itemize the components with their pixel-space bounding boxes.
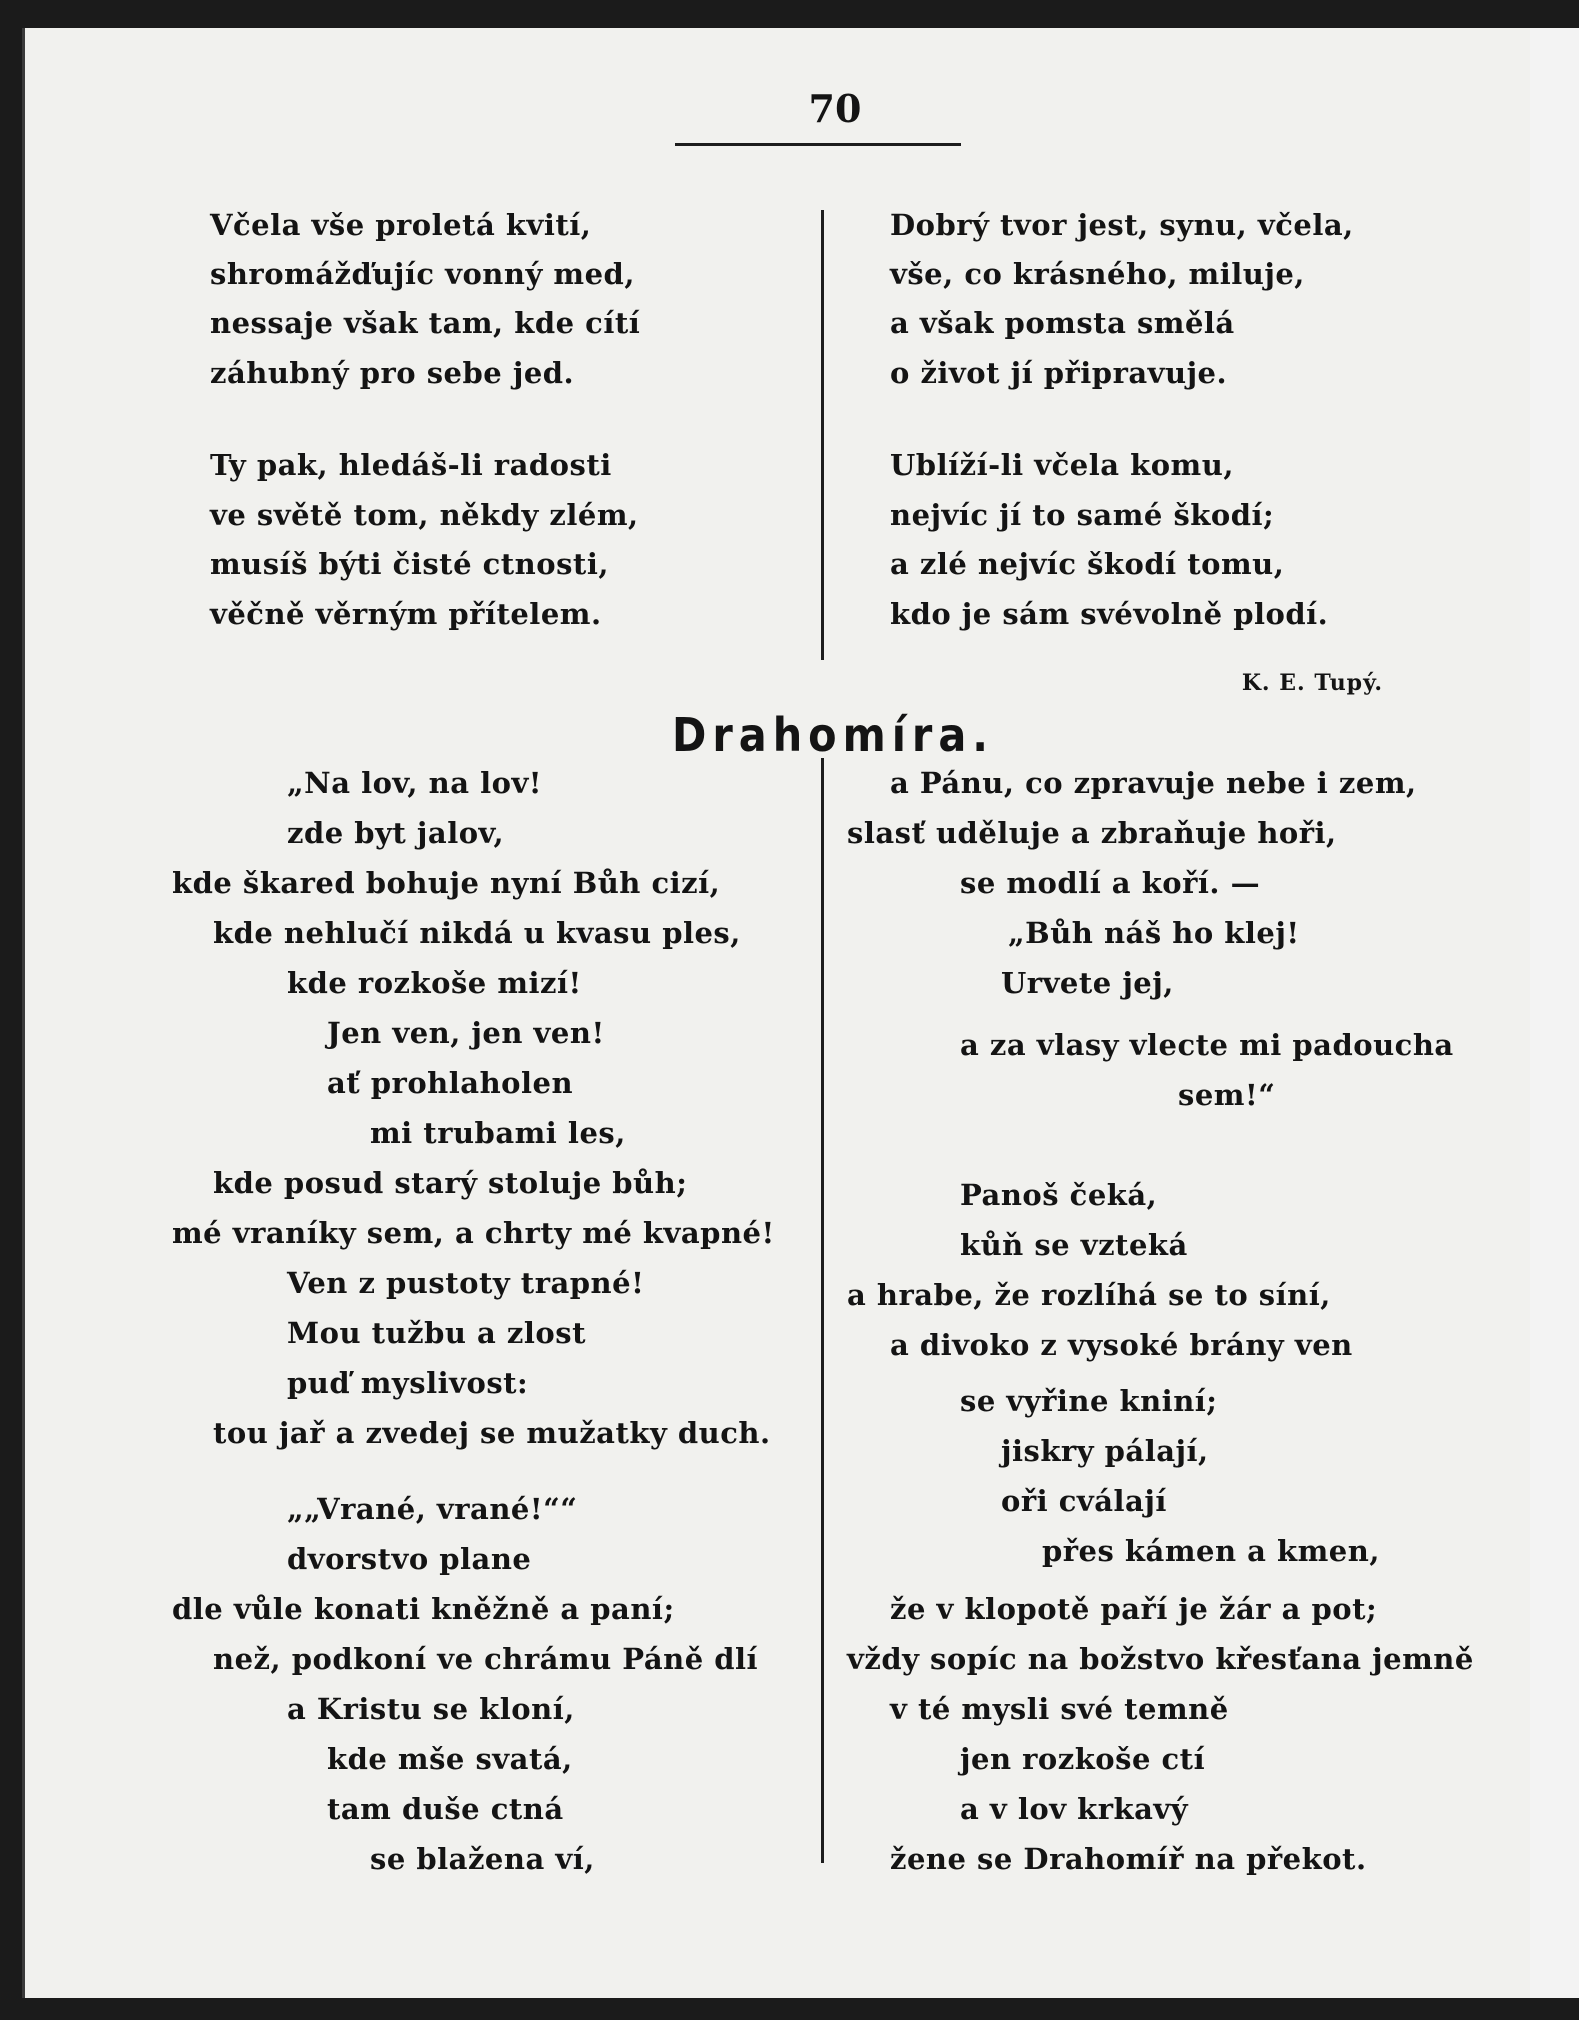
poem-line: než, podkoní ve chrámu Páně dlí	[213, 1642, 759, 1676]
poem-line: a Pánu, co zpravuje nebe i zem,	[890, 766, 1417, 800]
poem-line: slasť uděluje a zbraňuje hoři,	[847, 816, 1337, 850]
poem-line: puď myslivost:	[287, 1366, 529, 1400]
poem-line: ve světě tom, někdy zlém,	[210, 498, 639, 532]
poem-line: „„Vrané, vrané!““	[287, 1492, 578, 1526]
poem-line: „Bůh náš ho klej!	[1008, 916, 1300, 950]
poem-line: musíš býti čisté ctnosti,	[210, 547, 609, 581]
poem-line: Urvete jej,	[1001, 966, 1174, 1000]
poem-line: kde posud starý stoluje bůh;	[213, 1166, 688, 1200]
poem-line: Včela vše proletá kvití,	[210, 208, 592, 242]
poem-line: kde mše svatá,	[327, 1742, 573, 1776]
poem-line: jiskry pálají,	[1001, 1434, 1209, 1468]
poem-line: Ty pak, hledáš-li radosti	[210, 448, 612, 482]
poem-line: Mou tužbu a zlost	[287, 1316, 586, 1350]
poem-line: v té mysli své temně	[890, 1692, 1229, 1726]
poem-line: kde nehlučí nikdá u kvasu ples,	[213, 916, 741, 950]
column-divider-bottom	[821, 758, 824, 1863]
poem-line: „Na lov, na lov!	[287, 766, 543, 800]
poem-line: tam duše ctná	[327, 1792, 564, 1826]
author-signature: K. E. Tupý.	[1241, 670, 1383, 696]
poem-line: jen rozkoše ctí	[960, 1742, 1206, 1776]
poem-line: že v klopotě paří je žár a pot;	[890, 1592, 1378, 1626]
book-page	[22, 28, 1533, 1998]
poem-line: Jen ven, jen ven!	[327, 1016, 605, 1050]
poem-line: tou jař a zvedej se mužatky duch.	[213, 1416, 771, 1450]
poem-line: se modlí a koří. —	[960, 866, 1261, 900]
poem-line: o život jí připravuje.	[890, 356, 1228, 390]
poem-line: Ublíží-li včela komu,	[890, 448, 1234, 482]
poem-line: vždy sopíc na božstvo křesťana jemně	[847, 1642, 1474, 1676]
poem-line: sem!“	[1178, 1078, 1276, 1112]
poem-line: a za vlasy vlecte mi padoucha	[960, 1028, 1454, 1062]
adjacent-page-edge	[1530, 28, 1579, 1998]
poem-line: žene se Drahomíř na překot.	[890, 1842, 1367, 1876]
poem-line: oři cválají	[1001, 1484, 1167, 1518]
poem-line: věčně věrným přítelem.	[210, 597, 602, 631]
poem-line: kde škared bohuje nyní Bůh cizí,	[172, 866, 721, 900]
poem-line: a však pomsta smělá	[890, 306, 1235, 340]
poem-line: kde rozkoše mizí!	[287, 966, 582, 1000]
poem-line: dle vůle konati kněžně a paní;	[172, 1592, 675, 1626]
poem-line: ať prohlaholen	[327, 1066, 574, 1100]
poem-line: vše, co krásného, miluje,	[890, 257, 1305, 291]
poem-line: mi trubami les,	[370, 1116, 626, 1150]
page-number: 70	[808, 86, 862, 131]
poem-line: a v lov krkavý	[960, 1792, 1189, 1826]
poem-line: Panoš čeká,	[960, 1178, 1158, 1212]
poem-line: přes kámen a kmen,	[1042, 1534, 1380, 1568]
poem-line: zde byt jalov,	[287, 816, 505, 850]
poem-line: se blažena ví,	[370, 1842, 595, 1876]
poem-line: a divoko z vysoké brány ven	[890, 1328, 1353, 1362]
poem-line: Ven z pustoty trapné!	[287, 1266, 645, 1300]
poem-title: Drahomíra.	[672, 708, 994, 762]
poem-line: dvorstvo plane	[287, 1542, 532, 1576]
poem-line: nessaje však tam, kde cítí	[210, 306, 641, 340]
poem-line: shromážďujíc vonný med,	[210, 257, 635, 291]
poem-line: mé vraníky sem, a chrty mé kvapné!	[172, 1216, 775, 1250]
poem-line: a Kristu se kloní,	[287, 1692, 575, 1726]
column-divider-top	[821, 210, 824, 660]
poem-line: nejvíc jí to samé škodí;	[890, 498, 1275, 532]
poem-line: a zlé nejvíc škodí tomu,	[890, 547, 1285, 581]
header-rule	[675, 143, 961, 146]
poem-line: záhubný pro sebe jed.	[210, 356, 575, 390]
poem-line: kůň se vzteká	[960, 1228, 1188, 1262]
poem-line: kdo je sám svévolně plodí.	[890, 597, 1329, 631]
poem-line: se vyřine kniní;	[960, 1384, 1218, 1418]
poem-line: Dobrý tvor jest, synu, včela,	[890, 208, 1354, 242]
poem-line: a hrabe, že rozlíhá se to síní,	[847, 1278, 1331, 1312]
